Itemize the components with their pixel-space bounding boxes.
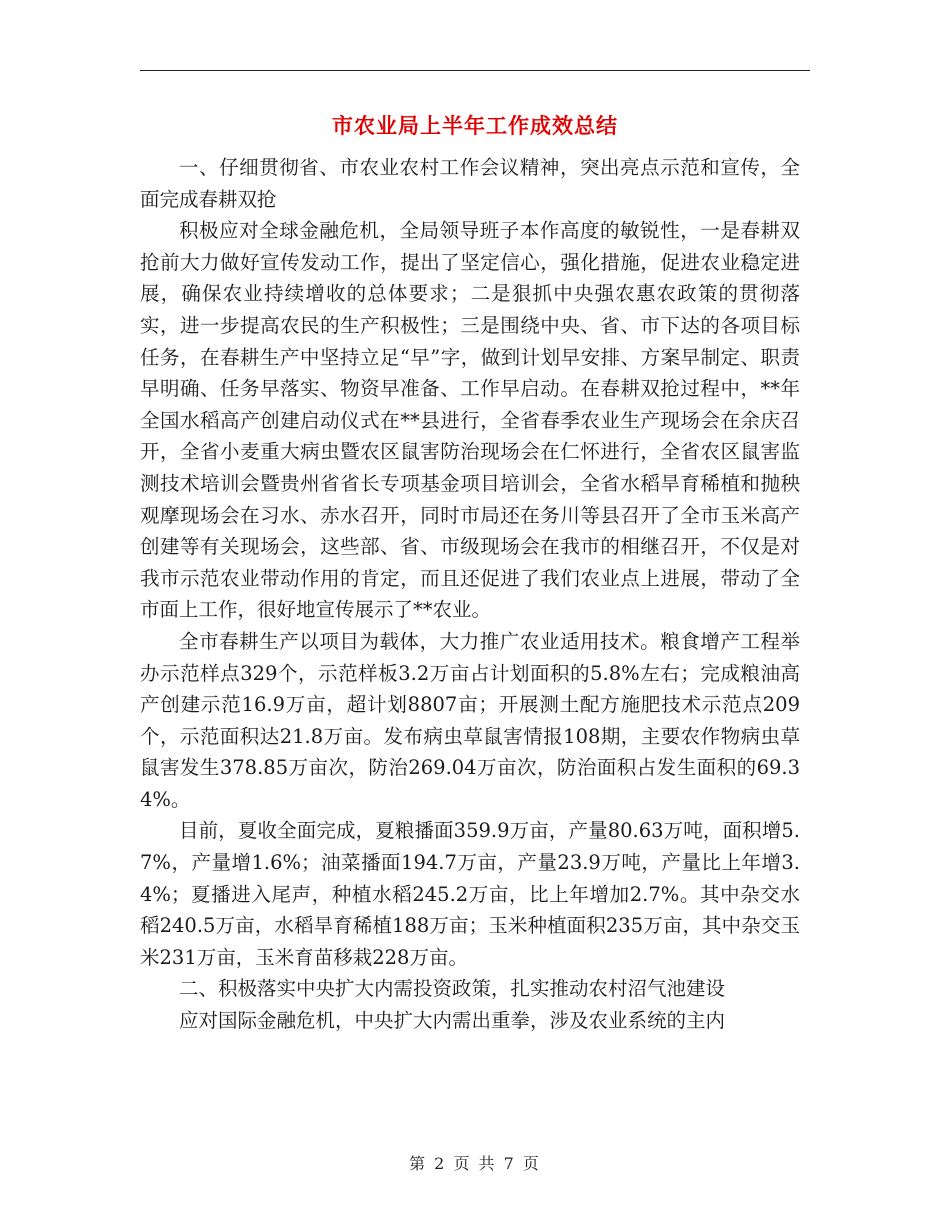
paragraph: 积极应对全球金融危机，全局领导班子本作高度的敏锐性，一是春耕双抢前大力做好宣传发动工作，提出了坚定信心，强化措施，促进农业稳定进展，确保农业持续增收的总体要求；二是狠抓中央强农惠农政策的贯彻落实，进一步提高农民的生产积极性；三是围绕中央、省、市下达的各项目标任务，在春耕生产中坚持立足“早”字，做到计划早安排、方案早制定、职责早明确、任务早落实、物资早准备、工作早启动。在春耕双抢过程中，**年全国水稻高产创建启动仪式在**县进行，全省春季农业生产现场会在余庆召开，全省小麦重大病虫暨农区鼠害防治现场会在仁怀进行，全省农区鼠害监测技术培训会暨贵州省省长专项基金项目培训会，全省水稻旱育稀植和抛秧观摩现场会在习水、赤水召开，同时市局还在务川等县召开了全市玉米高产创建等有关现场会，这些部、省、市级现场会在我市的相继召开，不仅是对我市示范农业带动作用的肯定，而且还促进了我们农业点上进展，带动了全市面上工作，很好地宣传展示了**农业。 <box>140 219 800 622</box>
header-rule <box>140 70 810 71</box>
paragraph: 目前，夏收全面完成，夏粮播面359.9万亩，产量80.63万吨，面积增5.7%，产量增1.6%；油菜播面194.7万亩，产量23.9万吨，产量比上年增3.4%；夏播进入尾声，种植水稻245.2万亩，比上年增加2.7%。其中杂交水稻240.5万亩，水稻旱育稀植188万亩；玉米种植面积235万亩，其中杂交玉米231万亩，玉米育苗移栽228万亩。 <box>140 819 800 969</box>
section-heading-1: 一、仔细贯彻省、市农业农村工作会议精神，突出亮点示范和宣传，全面完成春耕双抢 <box>140 156 800 211</box>
document-body <box>140 152 800 1037</box>
paragraph: 应对国际金融危机，中央扩大内需出重拳，涉及农业系统的主内 <box>179 1009 726 1033</box>
paragraph: 全市春耕生产以项目为载体，大力推广农业适用技术。粮食增产工程举办示范样点329个，示范样板3.2万亩占计划面积的5.8%左右；完成粮油高产创建示范16.9万亩，超计划8807亩；开展测土配方施肥技术示范点209个，示范面积达21.8万亩。发布病虫草鼠害情报108期，主要农作物病虫草鼠害发生378.85万亩次，防治269.04万亩次，防治面积占发生面积的69.34%。 <box>140 629 800 811</box>
page-number-footer: 第 2 页 共 7 页 <box>409 1154 541 1173</box>
document-title: 市农业局上半年工作成效总结 <box>332 114 618 138</box>
section-heading-2: 二、积极落实中央扩大内需投资政策，扎实推动农村沼气池建设 <box>179 977 726 1001</box>
